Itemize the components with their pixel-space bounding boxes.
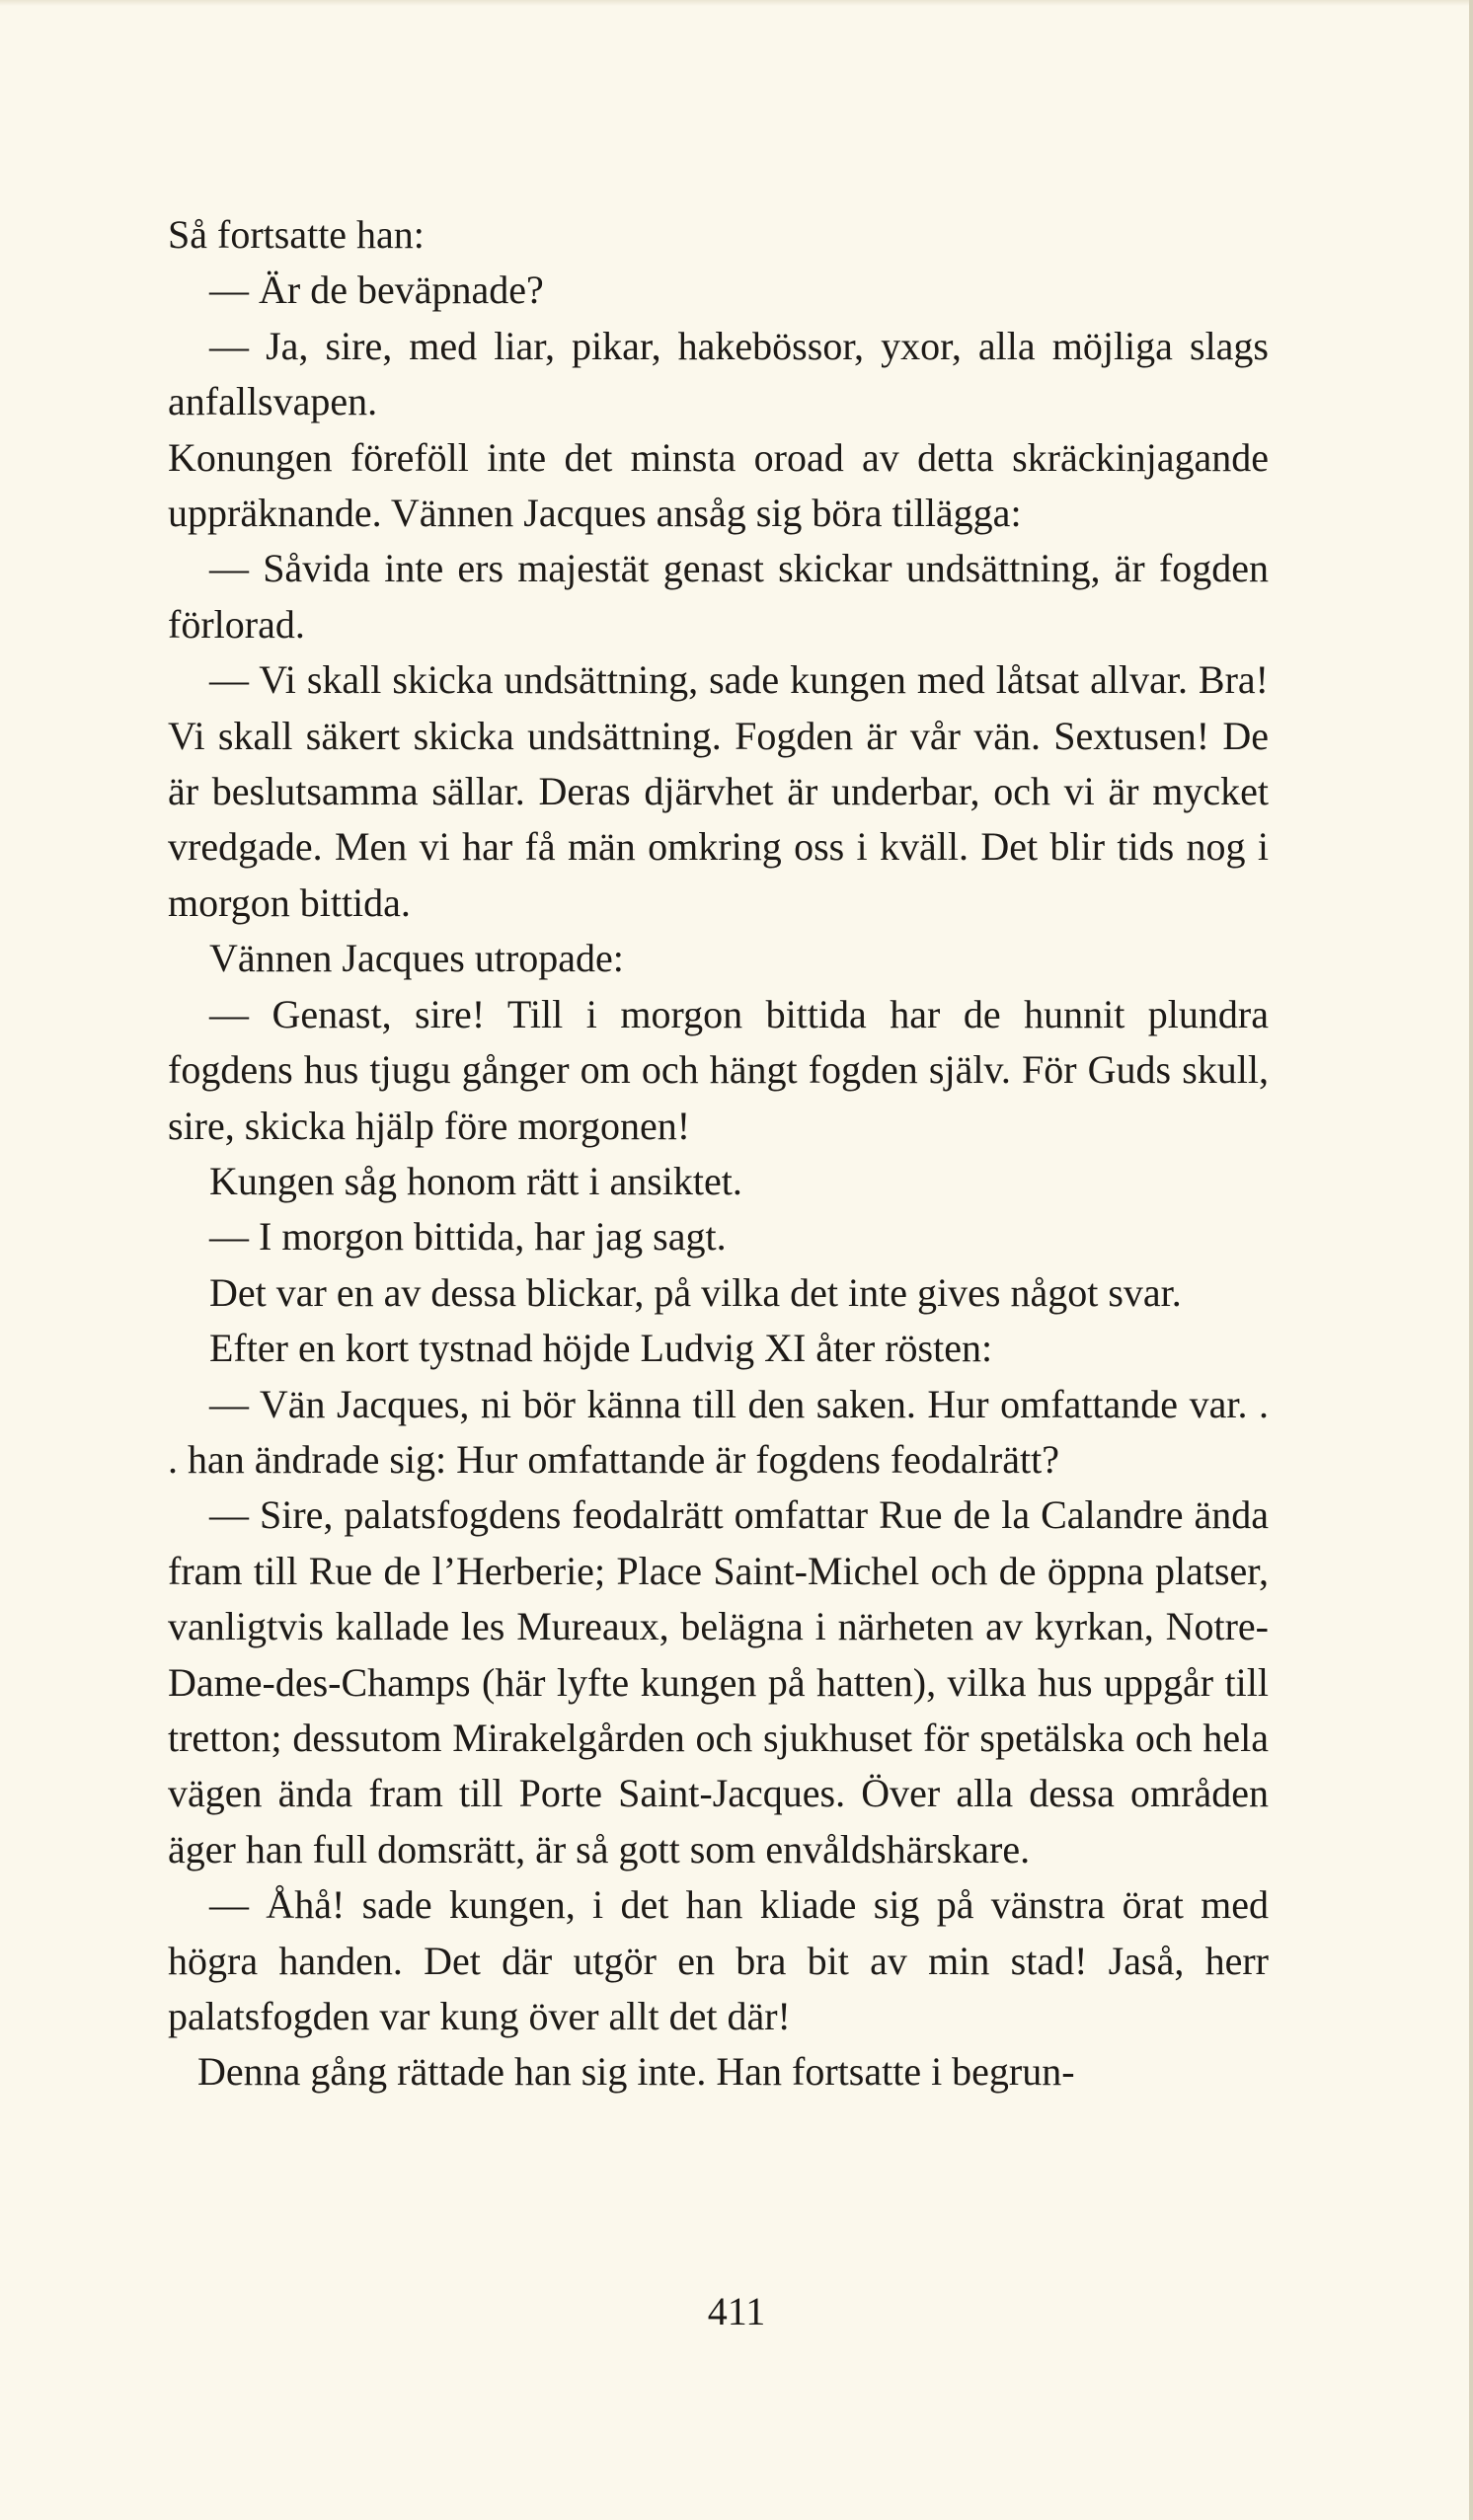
paragraph: Vännen Jacques utropade: xyxy=(209,936,624,981)
paragraph: — I morgon bittida, har jag sagt. xyxy=(209,1214,727,1260)
paragraph: — Ja, sire, med liar, pikar, hakebössor, yxor, alla möjliga slags anfallsvapen. xyxy=(168,323,1269,424)
paragraph: Efter en kort tystnad höjde Ludvig XI åter rösten: xyxy=(209,1326,993,1371)
paragraph: — Är de beväpnade? xyxy=(209,267,544,313)
page-top-edge xyxy=(0,0,1473,6)
paragraph: Denna gång rättade han sig inte. Han fortsatte i begrun- xyxy=(197,2049,1075,2095)
page-right-edge xyxy=(1469,0,1473,2520)
paragraph: — Vän Jacques, ni bör känna till den saken. Hur omfattande var. . . han ändrade sig: Hur omfattande är fogdens feodalrätt? xyxy=(168,1381,1269,1482)
paragraph: Det var en av dessa blickar, på vilka det inte gives något svar. xyxy=(209,1269,1182,1315)
paragraph: — Vi skall skicka undsättning, sade kungen med låtsat allvar. Bra! Vi skall säkert skicka undsättning. Fogden är vår vän. Sextusen! De är beslutsamma sällar. Deras djärvhet är underbar, och vi är mycket vredgade. Men vi har få män omkring oss i kväll. Det blir tids nog i morgon bittida. xyxy=(168,657,1269,925)
paragraph: Konungen föreföll inte det minsta oroad av detta skräckinjagande uppräknande. Vännen Jacques ansåg sig böra tillägga: xyxy=(168,434,1269,536)
paragraph: — Såvida inte ers majestät genast skickar undsättning, är fogden förlorad. xyxy=(168,546,1269,647)
paragraph: Kungen såg honom rätt i ansiktet. xyxy=(209,1158,742,1203)
paragraph: — Sire, palatsfogdens feodalrätt omfattar Rue de la Calandre ända fram till Rue de l’Herberie; Place Saint-Michel och de öppna platser, vanligtvis kallade les Mureaux, belägna i närheten av kyrkan, Notre-Dame-des-Champs (här lyfte kungen på hatten), vilka hus uppgår till tretton; dessutom Mirakelgården och sjukhuset för spetälska och hela vägen ända fram till Porte Saint-Jacques. Över alla dessa områden äger han full domsrätt, är så gott som envåldshärskare. xyxy=(168,1492,1269,1871)
paragraph: — Åhå! sade kungen, i det han kliade sig på vänstra örat med högra handen. Det där utgör en bra bit av min stad! Jaså, herr palatsfogden var kung över allt det där! xyxy=(168,1882,1269,2038)
paragraph: — Genast, sire! Till i morgon bittida har de hunnit plundra fogdens hus tjugu gånger om och hängt fogden själv. För Guds skull, sire, skicka hjälp före morgonen! xyxy=(168,991,1269,1148)
page-number: 411 xyxy=(707,2289,766,2333)
paragraph: Så fortsatte han: xyxy=(168,212,425,257)
page-body xyxy=(168,207,1269,2100)
